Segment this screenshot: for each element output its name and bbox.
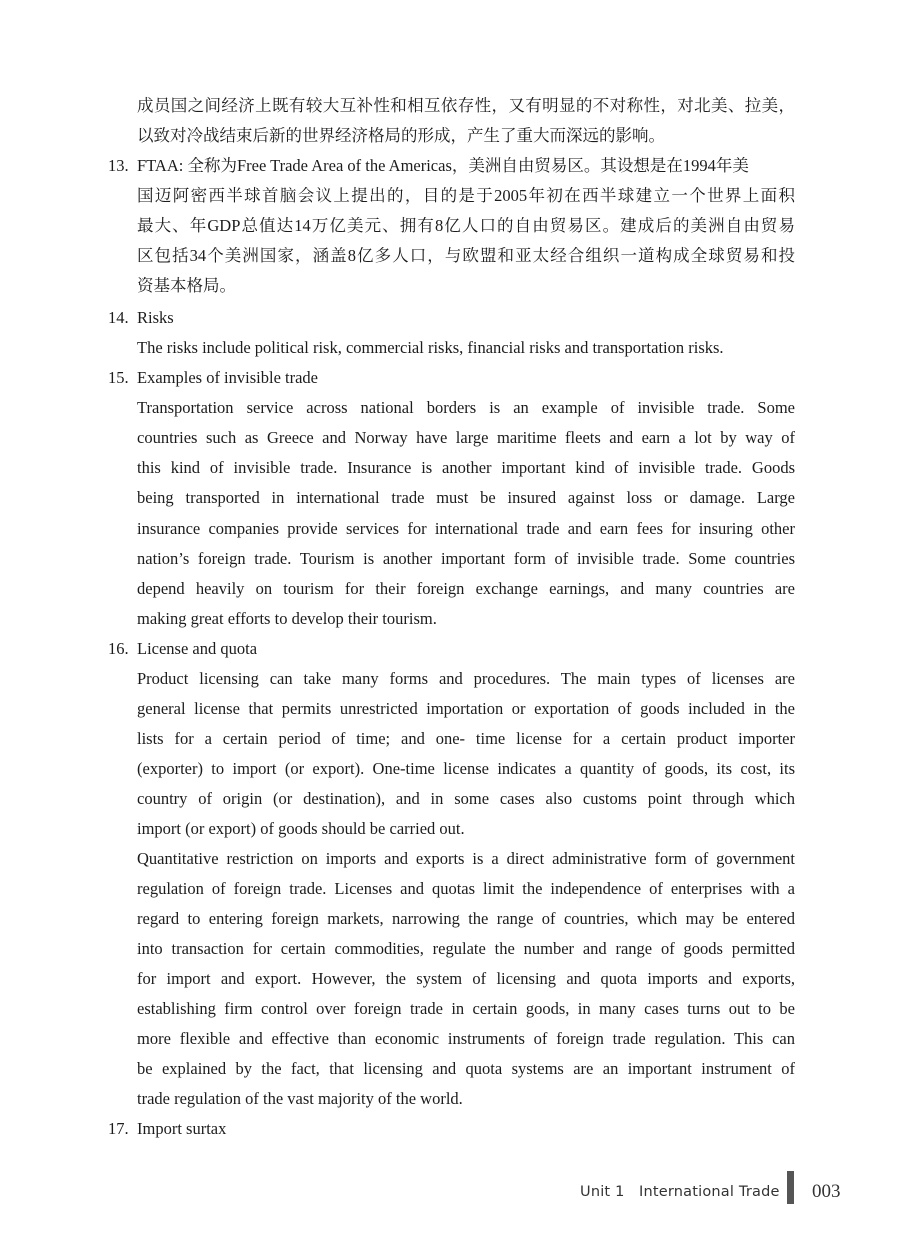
text-line: trade regulation of the vast majority of the world. [137, 1089, 463, 1108]
item-heading: Import surtax [137, 1119, 227, 1138]
item-heading: Examples of invisible trade [137, 368, 318, 387]
running-footer-title: Unit 1 International Trade [580, 1184, 780, 1200]
item-number: 14. [108, 308, 129, 327]
text-line: 国迈阿密西半球首脑会议上提出的，目的是于2005年初在西半球建立一个世界上面积 [137, 186, 795, 205]
item-heading: License and quota [137, 639, 258, 658]
text-line: regard to entering foreign markets, narrowing the range of countries, which may be entered [137, 909, 795, 928]
text-line: more flexible and effective than economic instruments of foreign trade regulation. This can [137, 1029, 795, 1048]
text-line: into transaction for certain commodities, regulate the number and range of goods permitted [137, 939, 795, 958]
text-line: 最大、年GDP总值达14万亿美元、拥有8亿人口的自由贸易区。建成后的美洲自由贸易 [137, 216, 795, 235]
text-line: being transported in international trade must be insured against loss or damage. Large [137, 488, 795, 507]
item-heading: Risks [137, 308, 174, 327]
text-line: FTAA: 全称为Free Trade Area of the Americas，美洲自由贸易区。其设想是在1994年美 [137, 156, 749, 175]
text-line: lists for a certain period of time; and one- time license for a certain product importer [137, 729, 795, 748]
text-line: Product licensing can take many forms and procedures. The main types of licenses are [137, 669, 795, 688]
text-line: (exporter) to import (or export). One-time license indicates a quantity of goods, its cost, its [137, 759, 795, 778]
item-number: 17. [108, 1119, 129, 1138]
item-number: 16. [108, 639, 129, 658]
text-line: establishing firm control over foreign trade in certain goods, in many cases turns out to be [137, 999, 795, 1018]
text-line: regulation of foreign trade. Licenses and quotas limit the independence of enterprises with a [137, 879, 795, 898]
text-line: this kind of invisible trade. Insurance is another important kind of invisible trade. Goods [137, 458, 795, 477]
text-line: import (or export) of goods should be carried out. [137, 819, 465, 838]
text-line: Transportation service across national borders is an example of invisible trade. Some [137, 398, 795, 417]
text-line: The risks include political risk, commercial risks, financial risks and transportation risks. [137, 338, 724, 357]
text-line: general license that permits unrestricted importation or exportation of goods included in the [137, 699, 795, 718]
page-number: 003 [812, 1181, 841, 1202]
text-line: be explained by the fact, that licensing and quota systems are an important instrument of [137, 1059, 795, 1078]
text-line: 以致对冷战结束后新的世界经济格局的形成，产生了重大而深远的影响。 [137, 126, 665, 145]
text-line: depend heavily on tourism for their foreign exchange earnings, and many countries are [137, 579, 795, 598]
text-line: for import and export. However, the system of licensing and quota imports and exports, [137, 969, 795, 988]
text-line: insurance companies provide services for international trade and earn fees for insuring other [137, 519, 795, 538]
text-line: 成员国之间经济上既有较大互补性和相互依存性，又有明显的不对称性，对北美、拉美， [137, 96, 795, 115]
text-line: nation’s foreign trade. Tourism is another important form of invisible trade. Some countries [137, 549, 795, 568]
text-line: countries such as Greece and Norway have large maritime fleets and earn a lot by way of [137, 428, 795, 447]
text-line: country of origin (or destination), and in some cases also customs point through which [137, 789, 795, 808]
item-number: 13. [108, 156, 129, 175]
footer-divider [787, 1171, 794, 1204]
text-line: 资基本格局。 [137, 276, 236, 295]
text-line: 区包括34个美洲国家，涵盖8亿多人口，与欧盟和亚太经合组织一道构成全球贸易和投 [137, 246, 795, 265]
item-number: 15. [108, 368, 129, 387]
text-line: making great efforts to develop their tourism. [137, 609, 437, 628]
text-line: Quantitative restriction on imports and exports is a direct administrative form of government [137, 849, 795, 868]
